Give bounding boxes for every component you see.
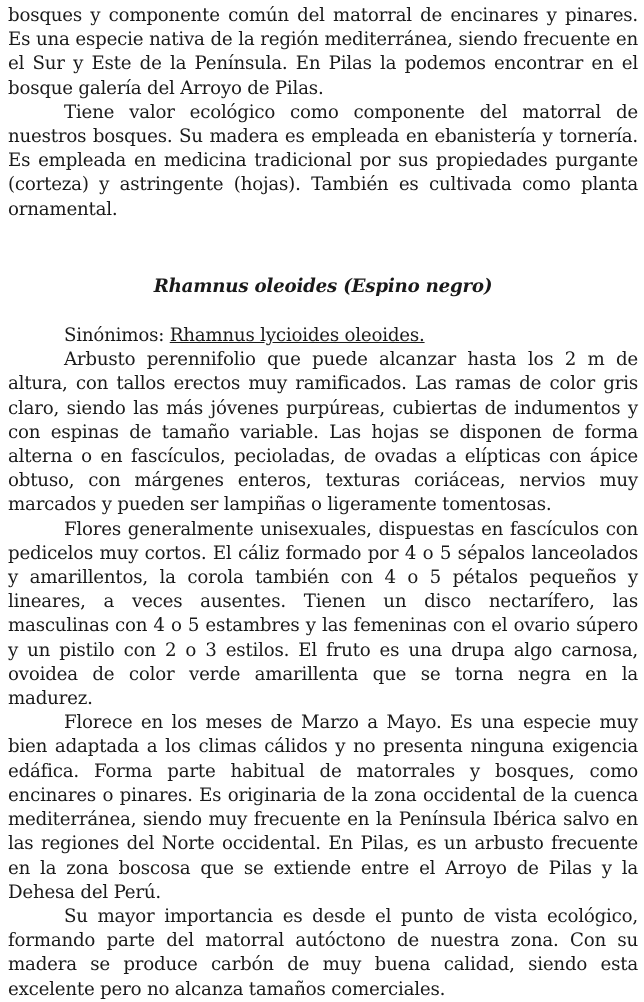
species-paragraph-3: Florece en los meses de Marzo a Mayo. Es una especie muy bien adaptada a los climas cálidos y no presenta ninguna exigencia edáfica. Forma parte habitual de matorrales y bosques, como encinares o pinares. Es originaria de la zona occidental de la cuenca mediterránea, siendo muy frecuente en la Península Ibérica salvo en las regiones del Norte occidental. En Pilas, es un arbusto frecuente en la zona boscosa que se extiende entre el Arroyo de Pilas y la Dehesa del Perú. — [8, 712, 638, 903]
intro-paragraph-2: Tiene valor ecológico como componente del matorral de nuestros bosques. Su madera es empleada en ebanistería y tornería. Es empleada en medicina tradicional por sus propiedades purgante (corteza) y astringente (hojas). También es cultivada como planta ornamental. — [8, 101, 638, 220]
species-paragraph-4: Su mayor importancia es desde el punto de vista ecológico, formando parte del matorral autóctono de nuestra zona. Con su madera se produce carbón de muy buena calidad, siendo esta excelente pero no alcanza tamaños comerciales. — [8, 905, 638, 1000]
species-title: Rhamnus oleoides (Espino negro) — [153, 275, 493, 297]
synonyms-line — [8, 324, 638, 348]
species-paragraph-1: Arbusto perennifolio que puede alcanzar hasta los 2 m de altura, con tallos erectos muy ramificados. Las ramas de color gris claro, siendo las más jóvenes purpúreas, cubiertas de indumentos y con espinas de tamaño variable. Las hojas se disponen de forma alterna o en fascículos, pecioladas, de ovadas a elípticas con ápice obtuso, con márgenes enteros, texturas coriáceas, nervios muy marcados y pueden ser lampiñas o ligeramente tomentosas. — [8, 349, 638, 516]
intro-paragraph-1: bosques y componente común del matorral de encinares y pinares. Es una especie nativa de la región mediterránea, siendo frecuente en el Sur y Este de la Península. En Pilas la podemos encontrar en el bosque galería del Arroyo de Pilas. — [8, 5, 638, 99]
synonyms-label: Sinónimos: — [64, 325, 170, 347]
document-page — [8, 4, 638, 1002]
species-paragraph-2: Flores generalmente unisexuales, dispuestas en fascículos con pedicelos muy cortos. El cáliz formado por 4 o 5 sépalos lanceolados y amarillentos, la corola también con 4 o 5 pétalos pequeños y lineares, a veces ausentes. Tienen un disco nectarífero, las masculinas con 4 o 5 estambres y las femeninas con el ovario súpero y un pistilo con 2 o 3 estilos. El fruto es una drupa algo carnosa, ovoidea de color verde amarillenta que se torna negra en la madurez. — [8, 518, 638, 710]
synonyms-value: Rhamnus lycioides oleoides. — [169, 325, 425, 347]
